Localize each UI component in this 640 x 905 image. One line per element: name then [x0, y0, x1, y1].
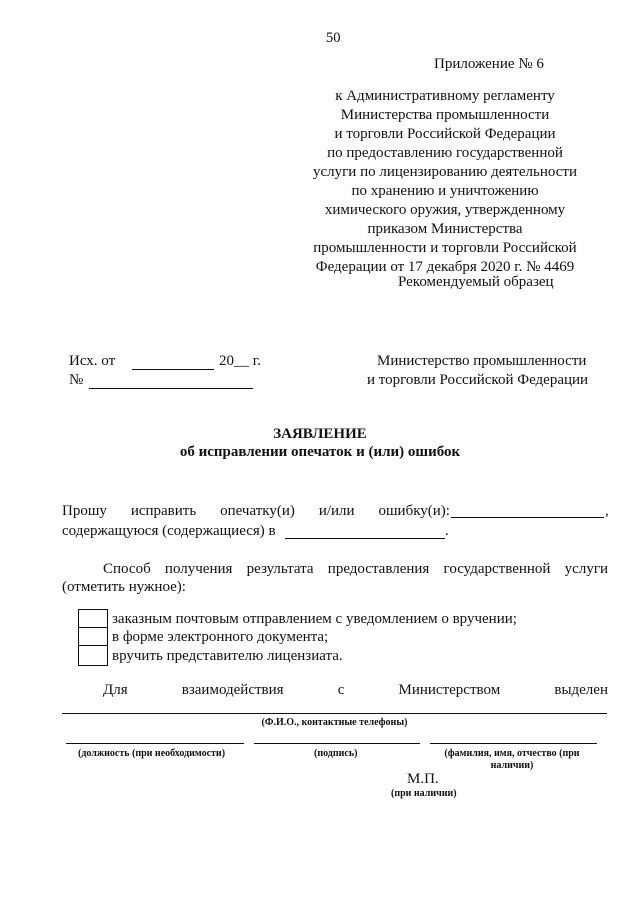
outgoing-number-field[interactable]	[89, 388, 253, 389]
contact-person-caption: (Ф.И.О., контактные телефоны)	[261, 717, 408, 728]
interaction-word: Министерством	[398, 682, 501, 698]
request-word: Прошу	[62, 503, 107, 519]
stamp-label: М.П.	[407, 771, 439, 787]
request-line-2-end: .	[445, 523, 449, 539]
appendix-line: Федерации от 17 декабря 2020 г. № 4469	[315, 259, 575, 275]
interaction-word: выделен	[554, 682, 608, 698]
method-word: предоставления	[327, 561, 430, 577]
request-word: опечатку(и)	[220, 503, 295, 519]
appendix-line: промышленности и торговли Российской	[313, 240, 577, 256]
appendix-line: услуги по лицензированию деятельности	[313, 164, 577, 180]
method-word: государственной	[443, 561, 551, 577]
error-description-field[interactable]	[451, 517, 604, 518]
request-line-2: содержащуюся (содержащиеся) в	[62, 523, 276, 539]
appendix-line: по хранению и уничтожению	[351, 183, 539, 199]
method-word: результата	[246, 561, 314, 577]
method-word: услуги	[564, 561, 608, 577]
method-word: получения	[164, 561, 233, 577]
outgoing-date-label: Исх. от	[69, 353, 116, 369]
recipient-line-2: и торговли Российской Федерации	[367, 372, 589, 388]
request-word: ошибку(и):	[378, 503, 450, 519]
stamp-caption: (при наличии)	[391, 788, 457, 799]
appendix-title: Приложение № 6	[434, 56, 544, 72]
outgoing-date-field[interactable]	[132, 369, 214, 370]
interaction-word: взаимодействия	[181, 682, 284, 698]
appendix-reference	[300, 87, 590, 277]
interaction-word: с	[337, 682, 345, 698]
appendix-line: Министерства промышленности	[340, 107, 550, 123]
appendix-line: по предоставлению государственной	[327, 145, 563, 161]
signature-caption: (подпись)	[314, 748, 358, 759]
request-line-1	[62, 502, 450, 521]
request-line-1-end: ,	[605, 503, 609, 519]
page-number: 50	[326, 30, 341, 46]
document-title: ЗАЯВЛЕНИЕ	[273, 426, 367, 442]
document-reference-field[interactable]	[285, 538, 445, 539]
option-label-representative: вручить представителю лицензиата.	[112, 648, 343, 664]
interaction-word: Для	[103, 682, 128, 698]
full-name-caption	[424, 748, 600, 772]
position-caption: (должность (при необходимости)	[78, 748, 226, 759]
method-line-2: (отметить нужное):	[62, 579, 186, 595]
option-checkbox-representative[interactable]	[78, 645, 108, 666]
appendix-line: к Административному регламенту	[335, 88, 555, 104]
option-label-mail: заказным почтовым отправлением с уведомлением о вручении;	[112, 611, 517, 627]
option-label-electronic: в форме электронного документа;	[112, 629, 329, 645]
full-name-caption-line: (фамилия, имя, отчество (при	[444, 748, 580, 759]
contact-person-field[interactable]	[62, 713, 607, 714]
interaction-line	[103, 681, 608, 700]
appendix-line: приказом Министерства	[367, 221, 523, 237]
full-name-caption-line: наличии)	[490, 760, 534, 771]
request-word: и/или	[318, 503, 355, 519]
appendix-line: химического оружия, утвержденному	[324, 202, 566, 218]
method-word: Способ	[103, 561, 151, 577]
full-name-field[interactable]	[430, 743, 597, 744]
document-subtitle: об исправлении опечаток и (или) ошибок	[179, 444, 461, 460]
method-line-1	[103, 560, 608, 579]
recipient-line-1: Министерство промышленности	[377, 353, 587, 369]
outgoing-year-label: 20__ г.	[219, 353, 261, 369]
signature-field[interactable]	[254, 743, 420, 744]
appendix-line: и торговли Российской Федерации	[334, 126, 556, 142]
recommended-sample: Рекомендуемый образец	[398, 274, 554, 290]
request-word: исправить	[130, 503, 197, 519]
position-field[interactable]	[66, 743, 244, 744]
outgoing-number-label: №	[69, 372, 84, 388]
